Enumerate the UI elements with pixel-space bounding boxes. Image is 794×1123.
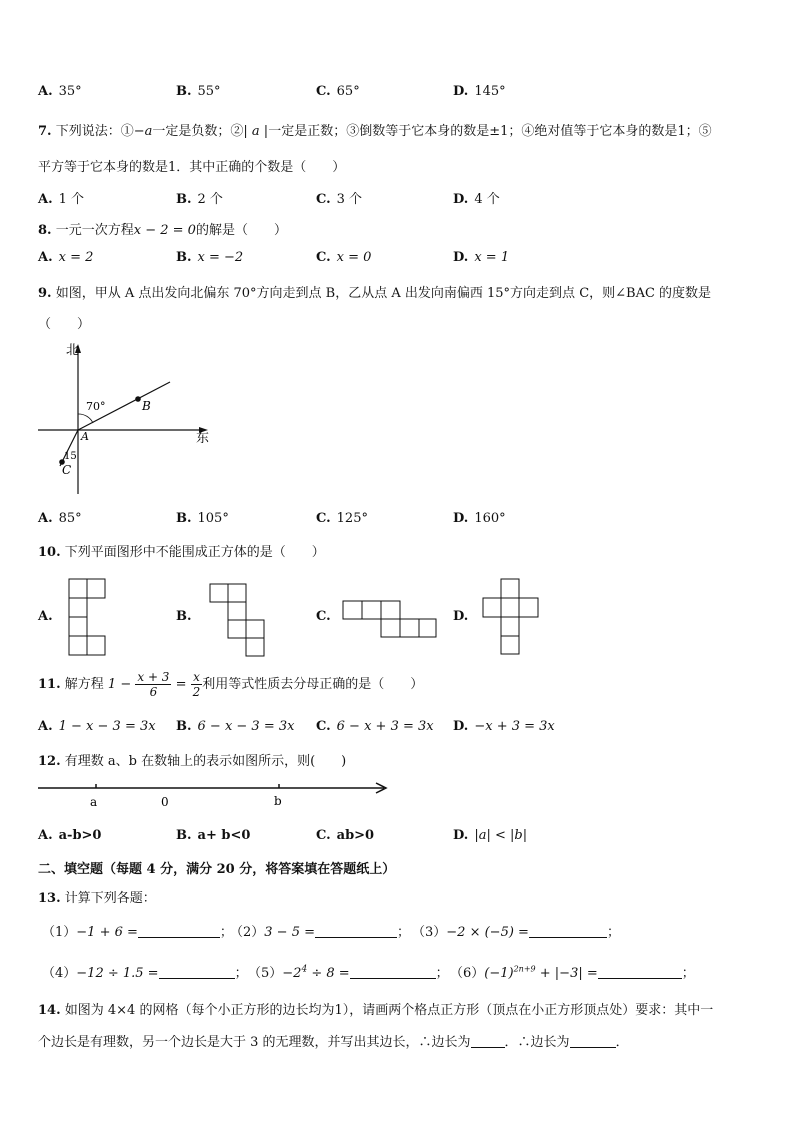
option-text: |a| < |b| xyxy=(474,828,528,843)
option-label: A. xyxy=(38,609,53,624)
q6-option-b[interactable] xyxy=(176,84,221,99)
label-zero: 0 xyxy=(161,795,169,809)
option-label: B. xyxy=(176,609,192,624)
point-b-label: B xyxy=(142,399,151,413)
option-text: 6 − x + 3 = 3x xyxy=(336,719,434,734)
answer-blank[interactable] xyxy=(598,966,682,979)
q13-item-6 xyxy=(450,962,695,981)
question-number: 11. xyxy=(38,677,61,692)
question-number: 12. xyxy=(38,754,61,769)
q7-text: 下列说法：① xyxy=(55,124,134,139)
q10-option-c-label[interactable] xyxy=(316,609,337,624)
option-label: D. xyxy=(453,609,469,624)
item-label: （4） xyxy=(42,966,77,981)
item-end: ； xyxy=(397,925,411,940)
option-text: x = 0 xyxy=(336,250,372,265)
answer-blank[interactable] xyxy=(350,966,436,979)
q8-text: 的解是（ ） xyxy=(195,223,287,238)
q13-stem xyxy=(38,887,156,906)
point-a-label: A xyxy=(81,430,89,443)
q11-option-c[interactable] xyxy=(316,719,434,734)
item-expression: −2 xyxy=(282,966,302,981)
q7-option-d[interactable] xyxy=(453,188,500,207)
option-text: x = 2 xyxy=(58,250,94,265)
question-number: 14. xyxy=(38,1003,61,1018)
question-number: 8. xyxy=(38,223,52,238)
option-label: B. xyxy=(176,828,192,843)
q7-stem-line1 xyxy=(38,120,712,139)
item-label: （6） xyxy=(450,966,485,981)
option-label: A. xyxy=(38,511,53,526)
q12-stem xyxy=(38,750,346,769)
q7-math-neg-a: −a xyxy=(133,124,153,139)
option-text: −x + 3 = 3x xyxy=(474,719,555,734)
q8-option-b[interactable] xyxy=(176,250,243,265)
option-label: B. xyxy=(176,84,192,99)
q8-option-d[interactable] xyxy=(453,250,509,265)
option-text: 125° xyxy=(336,511,368,526)
q10-option-d-label[interactable] xyxy=(453,609,474,624)
option-text: 6 − x − 3 = 3x xyxy=(197,719,295,734)
item-label: （3） xyxy=(412,925,447,940)
option-label: A. xyxy=(38,192,53,207)
option-label: C. xyxy=(316,511,331,526)
q6-option-d[interactable] xyxy=(453,84,506,99)
option-label: D. xyxy=(453,250,469,265)
q11-stem xyxy=(38,670,423,699)
option-label: C. xyxy=(316,609,331,624)
q13-text: 计算下列各题： xyxy=(64,891,156,906)
east-label: 东 xyxy=(196,431,210,446)
q10-net-c[interactable] xyxy=(342,600,438,640)
q13-item-4 xyxy=(42,962,248,981)
item-end: ； xyxy=(606,925,620,940)
q8-option-c[interactable] xyxy=(316,250,371,265)
item-end: ； xyxy=(435,966,449,981)
option-label: C. xyxy=(316,84,331,99)
item-end: ； xyxy=(234,966,248,981)
option-label: C. xyxy=(316,192,331,207)
q7-text: 一定是负数；② xyxy=(152,124,244,139)
q8-stem xyxy=(38,219,287,238)
q11-eq-equals: = xyxy=(175,677,187,692)
q14-text: ．∴边长为 xyxy=(504,1035,570,1050)
q9-stem-line1 xyxy=(38,282,711,301)
answer-blank[interactable] xyxy=(138,925,220,938)
q10-net-b[interactable] xyxy=(209,583,269,661)
question-number: 7. xyxy=(38,124,52,139)
option-text: x = 1 xyxy=(474,250,510,265)
item-expression: ÷ 8 = xyxy=(307,966,350,981)
q11-option-d[interactable] xyxy=(453,719,555,734)
q11-text: 解方程 xyxy=(64,677,104,692)
option-label: D. xyxy=(453,719,469,734)
option-label: A. xyxy=(38,828,53,843)
option-text: 35° xyxy=(58,84,82,99)
option-label: D. xyxy=(453,511,469,526)
q9-stem-line2: （ ） xyxy=(38,317,91,332)
answer-blank[interactable] xyxy=(529,925,607,938)
option-label: A. xyxy=(38,719,53,734)
label-a: a xyxy=(90,795,98,809)
item-expression: −12 ÷ 1.5 = xyxy=(76,966,159,981)
option-label: D. xyxy=(453,828,469,843)
q7-text: 一定是正数；③倒数等于它本身的数是±1；④绝对值等于它本身的数是1；⑤ xyxy=(268,124,712,139)
item-exponent: 2n+9 xyxy=(513,964,536,974)
q7-math-abs-a: | a | xyxy=(243,124,269,139)
q6-option-a[interactable] xyxy=(38,84,82,99)
point-c-label: C xyxy=(62,463,72,477)
answer-blank[interactable] xyxy=(471,1035,505,1048)
q12-option-d[interactable] xyxy=(453,828,527,843)
option-text: 55° xyxy=(197,84,221,99)
q11-text: 利用等式性质去分母正确的是（ ） xyxy=(202,677,424,692)
angle-70-label: 70° xyxy=(86,400,106,413)
q11-option-a[interactable] xyxy=(38,719,156,734)
item-exponent: 4 xyxy=(301,964,308,975)
q12-option-b[interactable] xyxy=(176,828,250,843)
item-label: （2） xyxy=(230,925,265,940)
item-expression: −1 + 6 = xyxy=(76,925,138,940)
answer-blank[interactable] xyxy=(570,1035,616,1048)
option-text: 105° xyxy=(197,511,229,526)
fraction-denominator: 2 xyxy=(192,685,201,699)
q8-text: 一元一次方程 xyxy=(55,223,134,238)
item-expression: + |−3| = xyxy=(535,966,598,981)
q9-option-c[interactable] xyxy=(316,511,368,526)
section-title: 二、填空题（每题 4 分，满分 20 分，将答案填在答题纸上） xyxy=(38,862,396,877)
item-end: ； xyxy=(681,966,695,981)
option-label: C. xyxy=(316,250,331,265)
option-text: 1 个 xyxy=(58,192,85,207)
option-text: 145° xyxy=(474,84,506,99)
option-text: 160° xyxy=(474,511,506,526)
q8-option-a[interactable] xyxy=(38,250,93,265)
option-label: B. xyxy=(176,511,192,526)
item-label: （1） xyxy=(42,925,77,940)
q14-text: ． xyxy=(615,1035,629,1050)
option-text: 65° xyxy=(336,84,360,99)
q10-stem xyxy=(38,541,325,560)
point-b-dot xyxy=(135,396,141,402)
option-label: D. xyxy=(453,192,469,207)
option-text: a-b>0 xyxy=(58,828,102,843)
q14-stem-line2 xyxy=(38,1031,629,1050)
option-text: 2 个 xyxy=(197,192,223,207)
fraction-numerator: x xyxy=(191,670,203,685)
q10-option-b-label[interactable] xyxy=(176,609,198,624)
q11-option-b[interactable] xyxy=(176,719,294,734)
option-label: B. xyxy=(176,719,192,734)
option-text: 85° xyxy=(58,511,82,526)
q12-option-a[interactable] xyxy=(38,828,101,843)
question-number: 10. xyxy=(38,545,61,560)
q10-text: 下列平面图形中不能围成正方体的是（ ） xyxy=(64,545,325,560)
q8-equation: x − 2 = 0 xyxy=(133,223,196,238)
q13-item-2 xyxy=(230,921,410,940)
option-label: A. xyxy=(38,84,53,99)
item-label: （5） xyxy=(248,966,283,981)
q9-text: 如图，甲从 A 点出发向北偏东 70°方向走到点 B，乙从点 A 出发向南偏西 15°方向走到点 C，则∠BAC 的度数是 xyxy=(55,286,712,301)
q12-number-line xyxy=(34,776,394,812)
q13-item-3 xyxy=(412,921,620,940)
q7-option-c[interactable] xyxy=(316,188,362,207)
q6-option-c[interactable] xyxy=(316,84,360,99)
q14-text: 个边长是有理数，另一个边长是大于 3 的无理数，并写出其边长，∴边长为 xyxy=(38,1035,471,1050)
q11-eq-one-minus: 1 − xyxy=(107,677,132,692)
option-text: a+ b<0 xyxy=(197,828,251,843)
label-b: b xyxy=(274,794,282,808)
option-label: C. xyxy=(316,719,331,734)
q7-stem-line2: 平方等于它本身的数是1．其中正确的个数是（ ） xyxy=(38,160,346,175)
angle-arc-70 xyxy=(78,414,93,423)
q7-option-b[interactable] xyxy=(176,188,223,207)
q10-net-a[interactable] xyxy=(68,578,108,656)
angle-15-label: 15 xyxy=(64,451,77,462)
q10-option-a-label[interactable] xyxy=(38,609,59,624)
fraction-denominator: 6 xyxy=(149,685,158,699)
q9-compass-figure xyxy=(30,338,220,498)
q7-option-a[interactable] xyxy=(38,188,84,207)
q12-option-c[interactable] xyxy=(316,828,374,843)
option-label: B. xyxy=(176,250,192,265)
option-text: ab>0 xyxy=(336,828,375,843)
q11-fraction-1 xyxy=(135,670,171,699)
option-text: x = −2 xyxy=(197,250,244,265)
answer-blank[interactable] xyxy=(315,925,397,938)
option-text: 4 个 xyxy=(474,192,500,207)
option-label: A. xyxy=(38,250,53,265)
item-expression: 3 − 5 = xyxy=(264,925,316,940)
option-text: 1 − x − 3 = 3x xyxy=(58,719,156,734)
q14-text: 如图为 4×4 的网格（每个小正方形的边长均为1），请画两个格点正方形（顶点在小正方形顶点处）要求：其中一 xyxy=(64,1003,714,1018)
fraction-numerator: x + 3 xyxy=(137,670,170,684)
question-number: 13. xyxy=(38,891,61,906)
q12-text: 有理数 a、b 在数轴上的表示如图所示，则( ) xyxy=(64,754,347,769)
item-expression: −2 × (−5) = xyxy=(446,925,529,940)
option-label: D. xyxy=(453,84,469,99)
q14-stem-line1 xyxy=(38,999,713,1018)
q13-item-5 xyxy=(248,962,449,981)
q13-item-1 xyxy=(42,921,233,940)
option-label: B. xyxy=(176,192,192,207)
q11-fraction-2 xyxy=(191,670,203,699)
q10-net-d[interactable] xyxy=(482,578,542,656)
q9-option-b[interactable] xyxy=(176,511,229,526)
north-label: 北 xyxy=(66,343,80,358)
q9-option-a[interactable] xyxy=(38,511,82,526)
item-end: ； xyxy=(219,925,233,940)
question-number: 9. xyxy=(38,286,52,301)
item-expression: (−1) xyxy=(484,966,514,981)
option-label: C. xyxy=(316,828,331,843)
q9-option-d[interactable] xyxy=(453,511,506,526)
answer-blank[interactable] xyxy=(159,966,235,979)
option-text: 3 个 xyxy=(336,192,363,207)
